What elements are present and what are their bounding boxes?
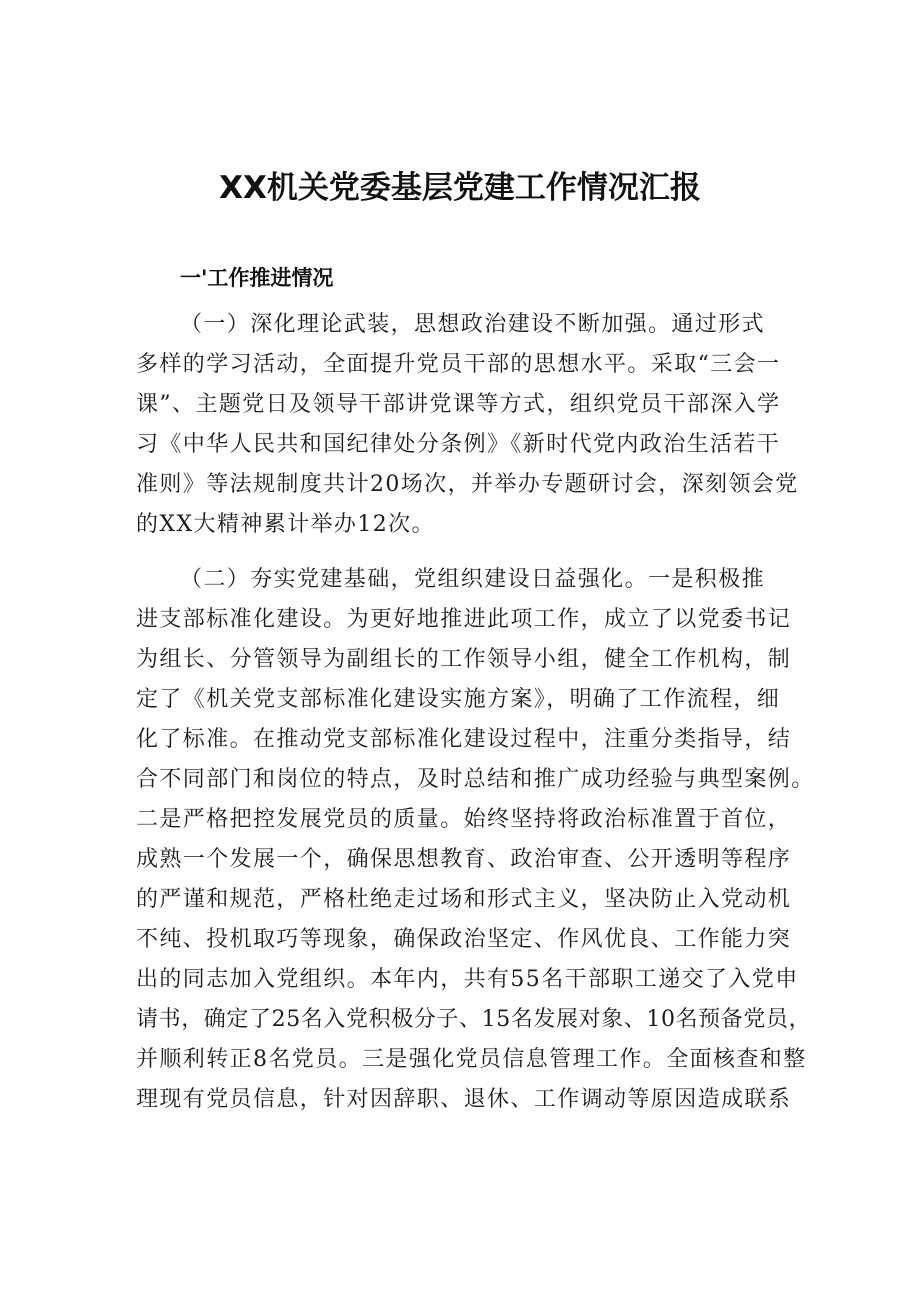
paragraph-line: 成熟一个发展一个，确保思想教育、政治审查、公开透明等程序 — [136, 847, 792, 872]
paragraph-line: 合不同部门和岗位的特点，及时总结和推广成功经验与典型案例。 — [136, 767, 815, 792]
paragraph-line: 请书，确定了25名入党积极分子、15名发展对象、10名预备党员， — [136, 1007, 812, 1032]
paragraph-line: 多样的学习活动，全面提升党员干部的思想水平。采取“三会一 — [136, 352, 781, 377]
paragraph-line: 理现有党员信息，针对因辞职、退休、工作调动等原因造成联系 — [136, 1087, 792, 1112]
paragraph-line: （二）夯实党建基础，党组织建设日益强化。一是积极推 — [180, 567, 766, 592]
paragraph-line: 的XX大精神累计举办12次。 — [136, 512, 435, 537]
document-title: XX机关党委基层党建工作情况汇报 — [219, 170, 701, 206]
paragraph-line: 课”、主题党日及领导干部讲党课等方式，组织党员干部深入学 — [136, 392, 781, 417]
paragraph-line: 化了标准。在推动党支部标准化建设过程中，注重分类指导，结 — [136, 727, 792, 752]
paragraph-line: 的严谨和规范，严格杜绝走过场和形式主义，坚决防止入党动机 — [136, 887, 792, 912]
paragraph-line: 为组长、分管领导为副组长的工作领导小组，健全工作机构，制 — [136, 647, 792, 672]
paragraph-line: 习《中华人民共和国纪律处分条例》《新时代党内政治生活若干 — [136, 432, 781, 457]
paragraph-line: 定了《机关党支部标准化建设实施方案》，明确了工作流程，细 — [136, 687, 781, 712]
paragraph-line: 不纯、投机取巧等现象，确保政治坚定、作风优良、工作能力突 — [136, 927, 792, 952]
paragraph-line: 准则》等法规制度共计20场次，并举办专题研讨会，深刻领会党 — [136, 472, 799, 497]
paragraph-line: 出的同志加入党组织。本年内，共有55名干部职工递交了入党申 — [136, 967, 799, 992]
paragraph-line: （一）深化理论武装，思想政治建设不断加强。通过形式 — [180, 312, 766, 337]
paragraph-line: 进支部标准化建设。为更好地推进此项工作，成立了以党委书记 — [136, 607, 792, 632]
paragraph-line: 并顺利转正8名党员。三是强化党员信息管理工作。全面核查和整 — [136, 1047, 807, 1072]
paragraph-line: 二是严格把控发展党员的质量。始终坚持将政治标准置于首位， — [136, 807, 792, 832]
section-heading: 一'工作推进情况 — [180, 266, 334, 290]
